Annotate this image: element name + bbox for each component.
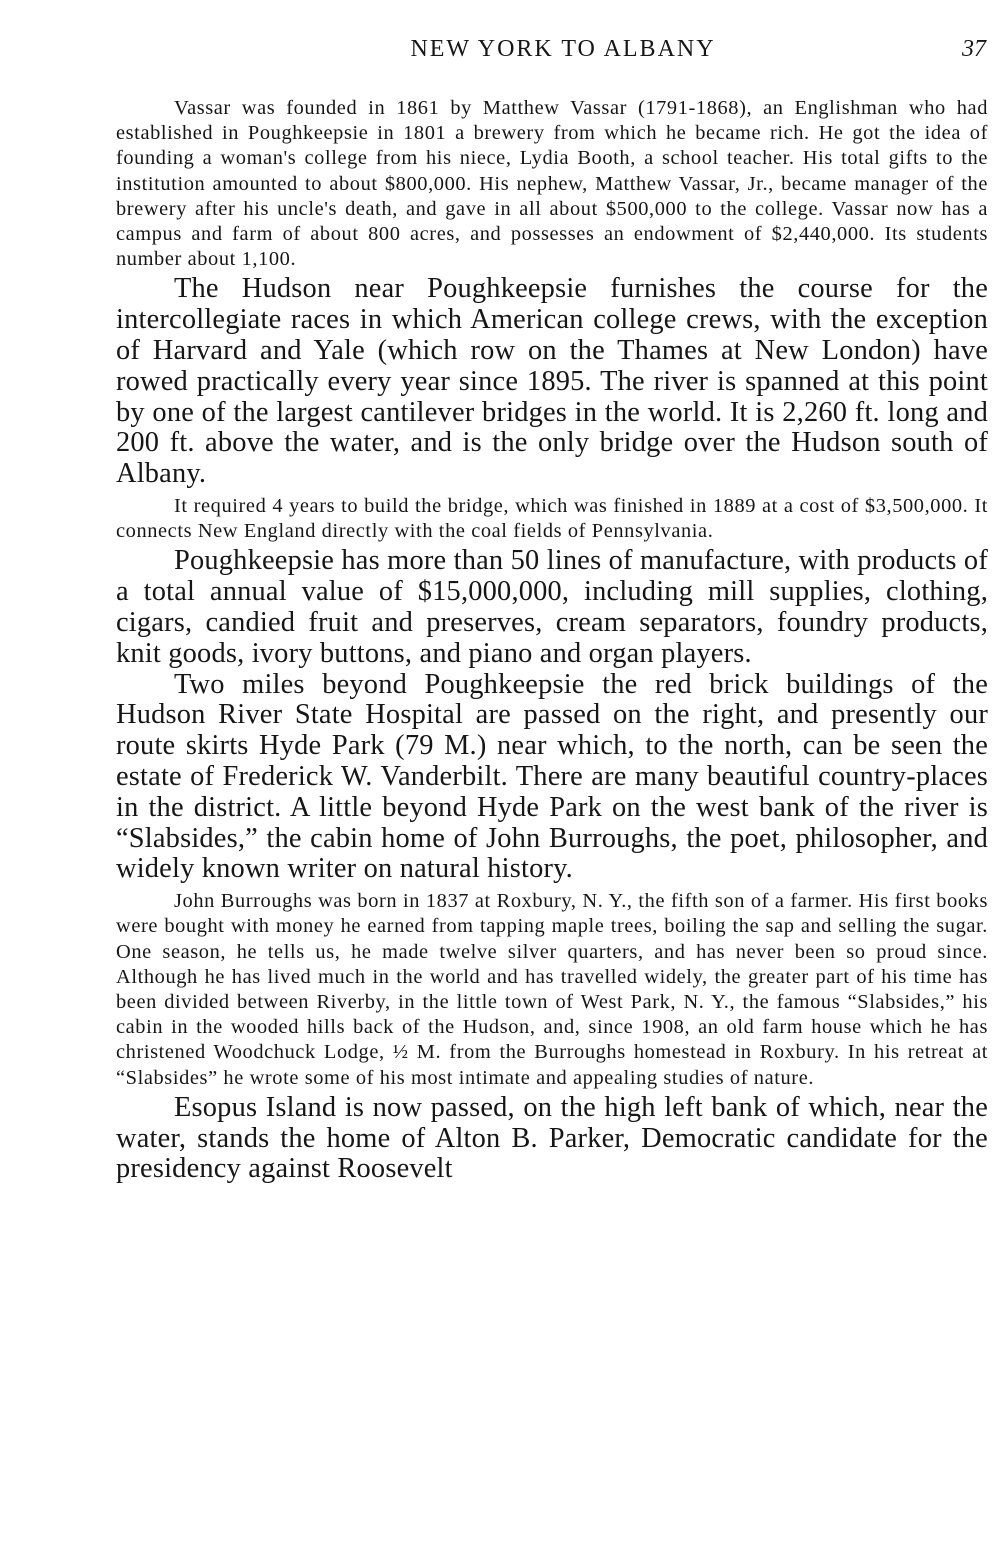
paragraph-poughkeepsie-manufacture: Poughkeepsie has more than 50 lines of manufacture, with products of a total annual value of $15,000,000, including mill supplies, clothing, cigars, candied fruit and preserves, cream separators, foundry products, knit goods, ivory buttons, and piano and organ players. <box>116 545 988 669</box>
paragraph-hyde-park: Two miles beyond Poughkeepsie the red brick buildings of the Hudson River State Hospital are passed on the right, and presently our route skirts Hyde Park (79 M.) near which, to the north, can be seen the estate of Frederick W. Vanderbilt. There are many beautiful country-places in the district. A little beyond Hyde Park on the west bank of the river is “Slabsides,” the cabin home of John Burroughs, the poet, philosopher, and widely known writer on natural history. <box>116 668 988 885</box>
paragraph-vassar-note: Vassar was founded in 1861 by Matthew Vassar (1791-1868), an Englishman who had established in Poughkeepsie in 1801 a brewery from which he became rich. He got the idea of founding a woman's college from his niece, Lydia Booth, a school teacher. His total gifts to the institution amounted to about $800,000. His nephew, Matthew Vassar, Jr., became manager of the brewery after his uncle's death, and gave in all about $500,000 to the college. Vassar now has a campus and farm of about 800 acres, and possesses an endowment of $2,440,000. Its students number about 1,100. <box>116 97 988 271</box>
paragraph-bridge-note: It required 4 years to build the bridge, which was finished in 1889 at a cost of $3,500,000. It connects New England directly with the coal fields of Pennsylvania. <box>116 495 988 543</box>
paragraph-hudson-races: The Hudson near Poughkeepsie furnishes the course for the intercollegiate races in which American college crews, with the exception of Harvard and Yale (which row on the Thames at New London) have rowed practically every year since 1895. The river is spanned at this point by one of the largest cantilever bridges in the world. It is 2,260 ft. long and 200 ft. above the water, and is the only bridge over the Hudson south of Albany. <box>116 273 988 490</box>
paragraph-burroughs-note: John Burroughs was born in 1837 at Roxbury, N. Y., the fifth son of a farmer. His first books were bought with money he earned from tapping maple trees, boiling the sap and selling the sugar. One season, he tells us, he made twelve silver quarters, and has never been so proud since. Although he has lived much in the world and has travelled widely, the greater part of his time has been divided between Riverby, in the little town of West Park, N. Y., the famous “Slabsides,” his cabin in the wooded hills back of the Hudson, and, since 1908, an old farm house which he has christened Woodchuck Lodge, ½ M. from the Burroughs homestead in Roxbury. In his retreat at “Slabsides” he wrote some of his most intimate and appealing studies of nature. <box>116 890 988 1089</box>
page-number: 37 <box>962 36 986 62</box>
page-body <box>116 96 988 1185</box>
paragraph-esopus-island: Esopus Island is now passed, on the high left bank of which, near the water, stands the home of Alton B. Parker, Democratic candidate for the presidency against Roosevelt <box>116 1091 988 1185</box>
page-header <box>110 36 986 68</box>
running-title: NEW YORK TO ALBANY <box>410 36 716 62</box>
